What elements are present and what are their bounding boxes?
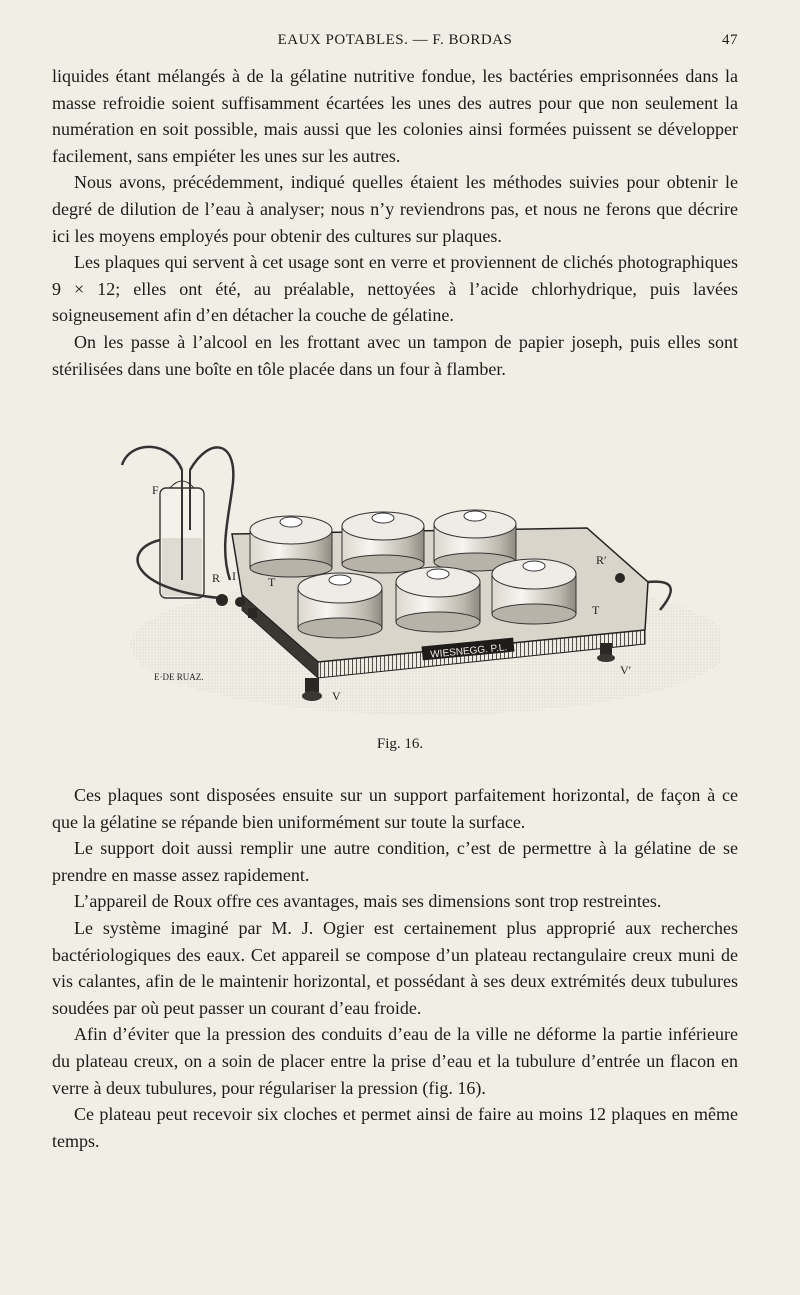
paragraph: Afin d’éviter que la pression des conduits d’eau de la ville ne déforme la partie inférieure du plateau creux, on a soin de placer entre la prise d’eau et la tubulure d’entrée un flacon en verre à deux tubulures, pour régulariser la pression (fig. 16). — [52, 1024, 738, 1098]
paragraph: Ces plaques sont disposées ensuite sur un support parfaitement horizontal, de façon à ce que la gélatine se répande bien uniformément sur toute la surface. — [52, 785, 738, 832]
paragraph: On les passe à l’alcool en les frottant avec un tampon de papier joseph, puis elles sont stérilisées dans une boîte en tôle placée dans un four à flamber. — [52, 331, 738, 379]
bell-jar — [342, 512, 424, 573]
bell-jar — [298, 573, 382, 638]
levelling-screw-left — [248, 608, 257, 618]
label-R-prime: R′ — [596, 553, 607, 567]
tap-R-prime — [615, 573, 625, 583]
paragraph: Le support doit aussi remplir une autre condition, c’est de permettre à la gélatine de se prendre en masse assez rapidement. — [52, 838, 738, 885]
running-header — [52, 30, 738, 54]
paragraph: L’appareil de Roux offre ces avantages, mais ses dimensions sont trop restreintes. — [74, 891, 662, 912]
text-block-lower — [52, 782, 738, 1154]
inlet-tube — [122, 447, 182, 470]
running-title: EAUX POTABLES. — F. BORDAS — [277, 32, 513, 48]
screw-knob — [597, 654, 615, 662]
paragraph: liquides étant mélangés à de la gélatine nutritive fondue, les bactéries emprisonnées dans la masse refroidie soient suffisamment écartées les unes des autres pour que non seulement la numération en soit possible, mais aussi que les colonies ainsi formées puissent se développer facilement, sans empiéter les unes sur les autres. — [52, 66, 738, 166]
label-T-right: T — [592, 603, 600, 617]
bell-jar — [250, 516, 332, 577]
paragraph: Ce plateau peut recevoir six cloches et permet ainsi de faire au moins 12 plaques en même temps. — [52, 1104, 738, 1151]
label-I: I — [232, 569, 236, 583]
figure-caption: Fig. 16. — [376, 736, 424, 752]
apparatus-engraving — [100, 430, 720, 730]
paragraph: Les plaques qui servent à cet usage sont en verre et proviennent de clichés photographiques 9 × 12; elles ont été, au préalable, nettoyées à l’acide chlorhydrique, puis lavées soigneusement afin d’en détacher la couche de gélatine. — [52, 252, 738, 326]
levelling-screw-front — [305, 678, 319, 692]
engraver-signature: E·DE RUAZ. — [154, 672, 204, 682]
bell-jar — [434, 510, 516, 571]
text-block-upper — [52, 63, 738, 382]
screw-knob — [302, 691, 322, 701]
label-F: F — [152, 483, 159, 497]
glass-flask — [160, 470, 204, 598]
tap-I — [235, 597, 245, 607]
levelling-screw-right — [600, 643, 612, 655]
paragraph: Nous avons, précédemment, indiqué quelles étaient les méthodes suivies pour obtenir le degré de dilution de l’eau à analyser; nous n’y reviendrons pas, et nous ne ferons que décrire ici les moyens employés pour obtenir des cultures sur plaques. — [52, 172, 738, 246]
figure-16-illustration — [100, 430, 720, 730]
bell-jar — [492, 559, 576, 624]
label-V-prime: V′ — [620, 663, 632, 677]
bell-jar — [396, 567, 480, 632]
tap-R — [216, 594, 228, 606]
label-T: T — [268, 575, 276, 589]
brand-label: WIESNEGG. P.L. — [429, 642, 508, 661]
page-number: 47 — [722, 32, 738, 48]
label-V: V — [332, 689, 341, 703]
paragraph: Le système imaginé par M. J. Ogier est certainement plus approprié aux recherches bactériologiques des eaux. Cet appareil se compose d’un plateau rectangulaire creux muni de vis calantes, afin de le maintenir horizontal, et possédant à ses deux extrémités deux tubulures soudées par où peut passer un courant d’eau froide. — [52, 917, 738, 1018]
label-R: R — [212, 571, 221, 585]
